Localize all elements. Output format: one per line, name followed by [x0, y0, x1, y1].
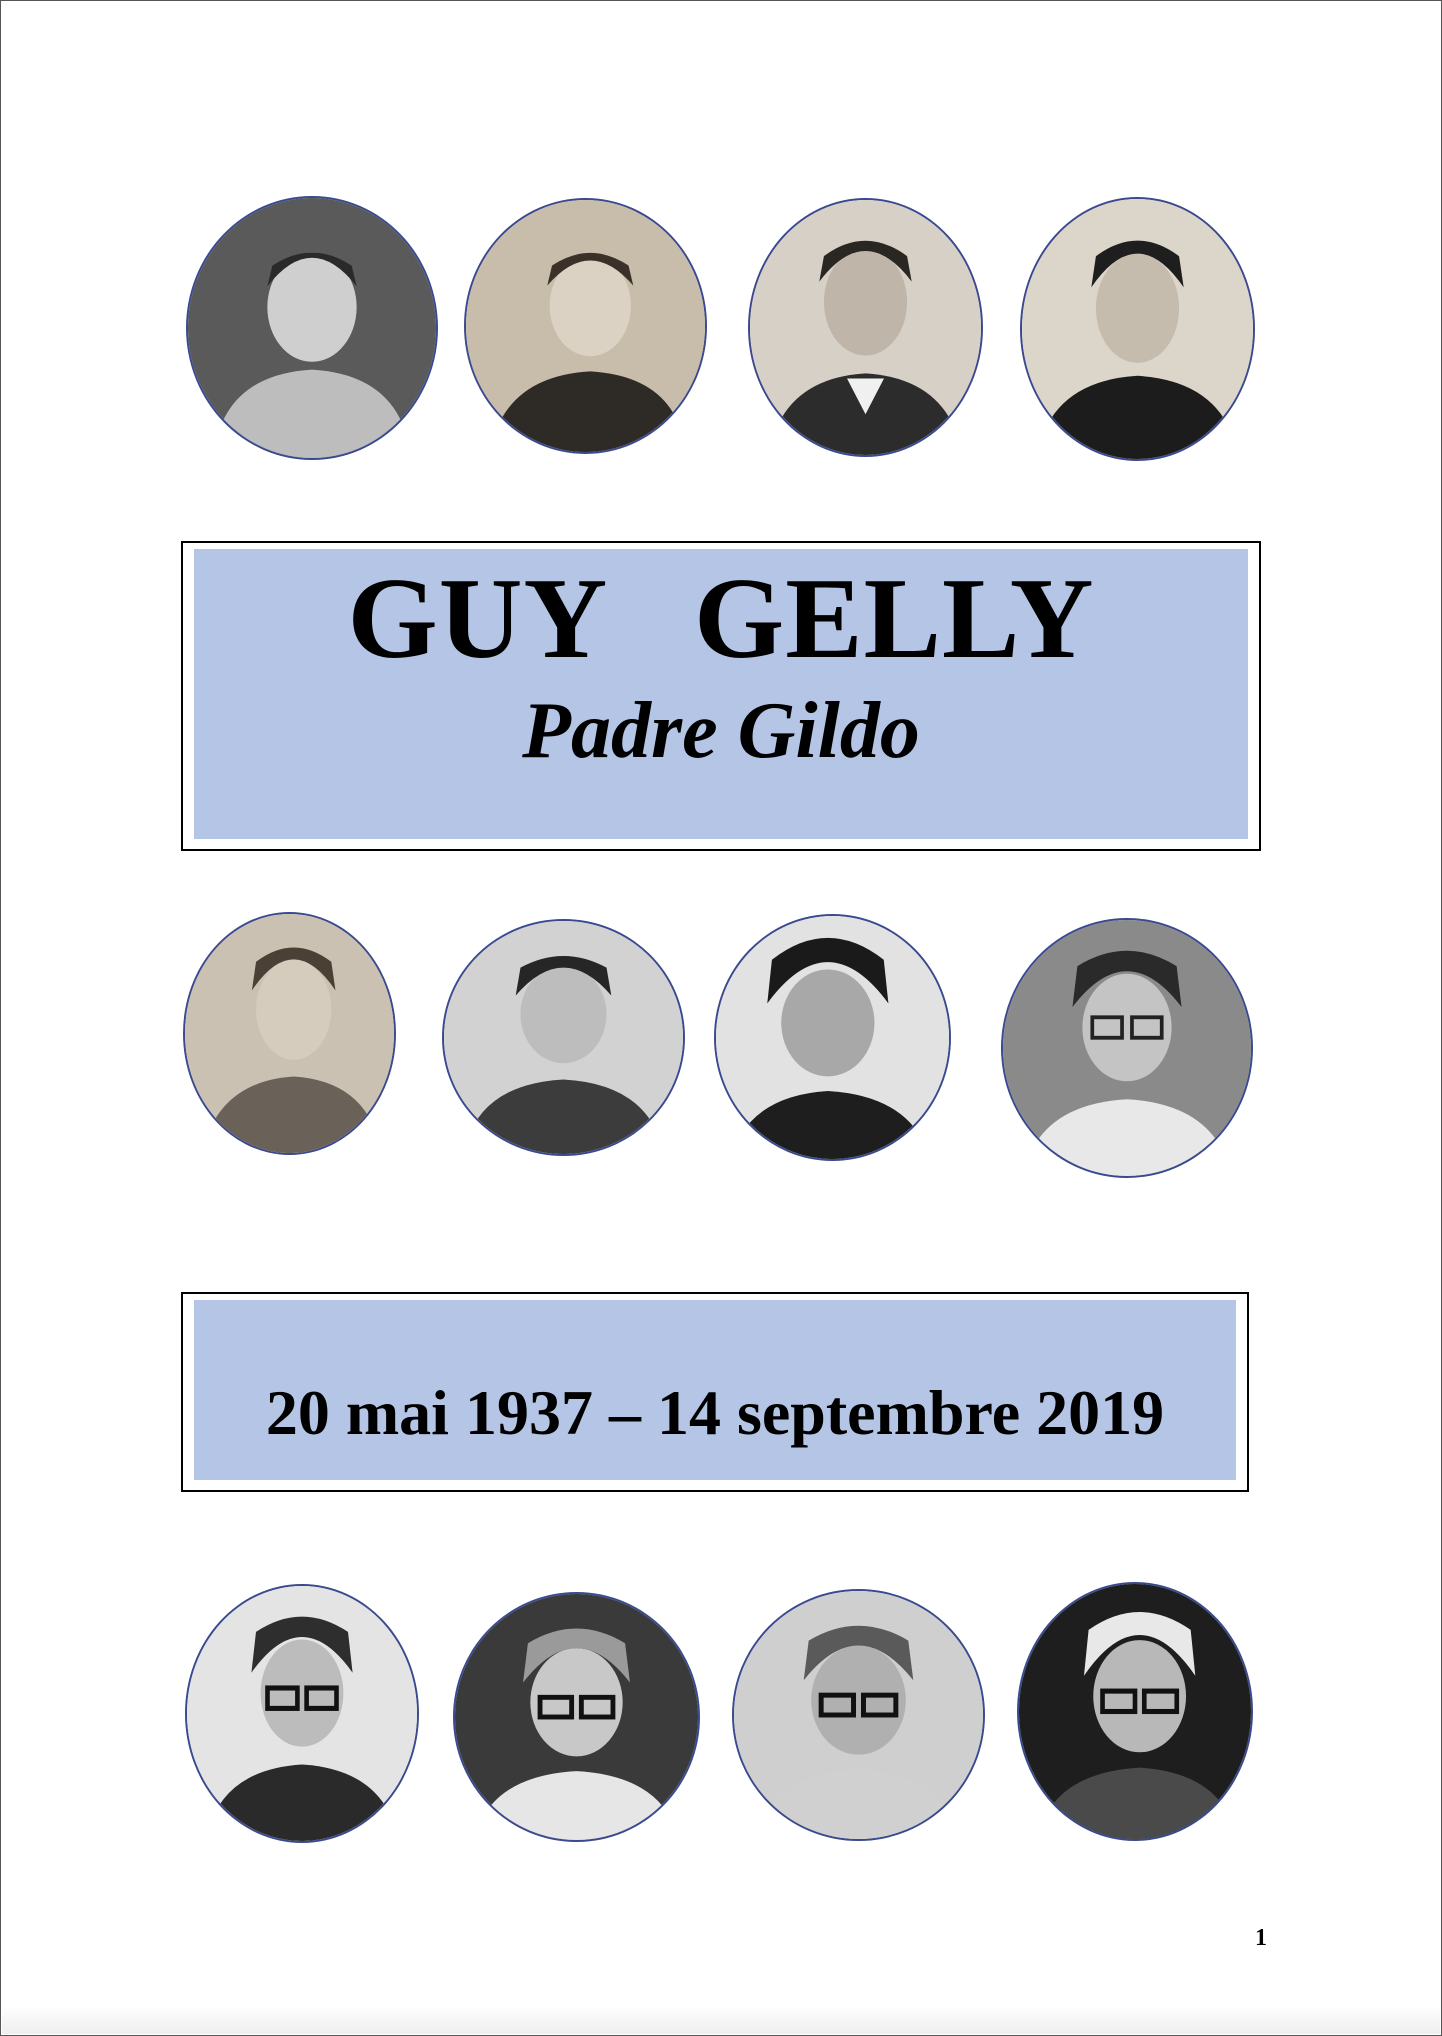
portrait-image — [185, 914, 394, 1153]
portrait-photo-youth-1 — [748, 198, 983, 457]
portrait-photo-child-2 — [464, 198, 707, 454]
portrait-photo-man-glasses — [1001, 918, 1253, 1178]
portrait-photo-older-man-2 — [453, 1592, 700, 1842]
person-name: GUY GELLY — [347, 555, 1095, 683]
portrait-image — [187, 1586, 417, 1841]
portrait-image — [1019, 1584, 1251, 1839]
portrait-image — [750, 200, 981, 455]
portrait-photo-youth-2 — [1020, 197, 1255, 461]
life-dates: 20 mai 1937 – 14 septembre 2019 — [265, 1377, 1165, 1448]
person-subtitle: Padre Gildo — [522, 687, 920, 775]
portrait-image — [188, 198, 436, 458]
portrait-image — [466, 200, 705, 452]
portrait-image — [1003, 920, 1251, 1176]
page-number: 1 — [1255, 1925, 1267, 1951]
page-bottom-shade — [2, 2006, 1440, 2034]
portrait-image — [734, 1591, 983, 1839]
portrait-image — [1022, 199, 1253, 459]
portrait-photo-young-man-1 — [183, 912, 396, 1155]
portrait-photo-child-1 — [186, 196, 438, 460]
portrait-photo-older-man-1 — [185, 1584, 419, 1843]
portrait-photo-older-man-3 — [732, 1589, 985, 1841]
portrait-photo-man-smiling — [714, 914, 951, 1161]
portrait-photo-elderly-man — [1017, 1582, 1253, 1841]
portrait-image — [444, 921, 683, 1154]
portrait-image — [716, 916, 949, 1159]
portrait-photo-young-man-2 — [442, 919, 685, 1156]
portrait-image — [455, 1594, 698, 1840]
